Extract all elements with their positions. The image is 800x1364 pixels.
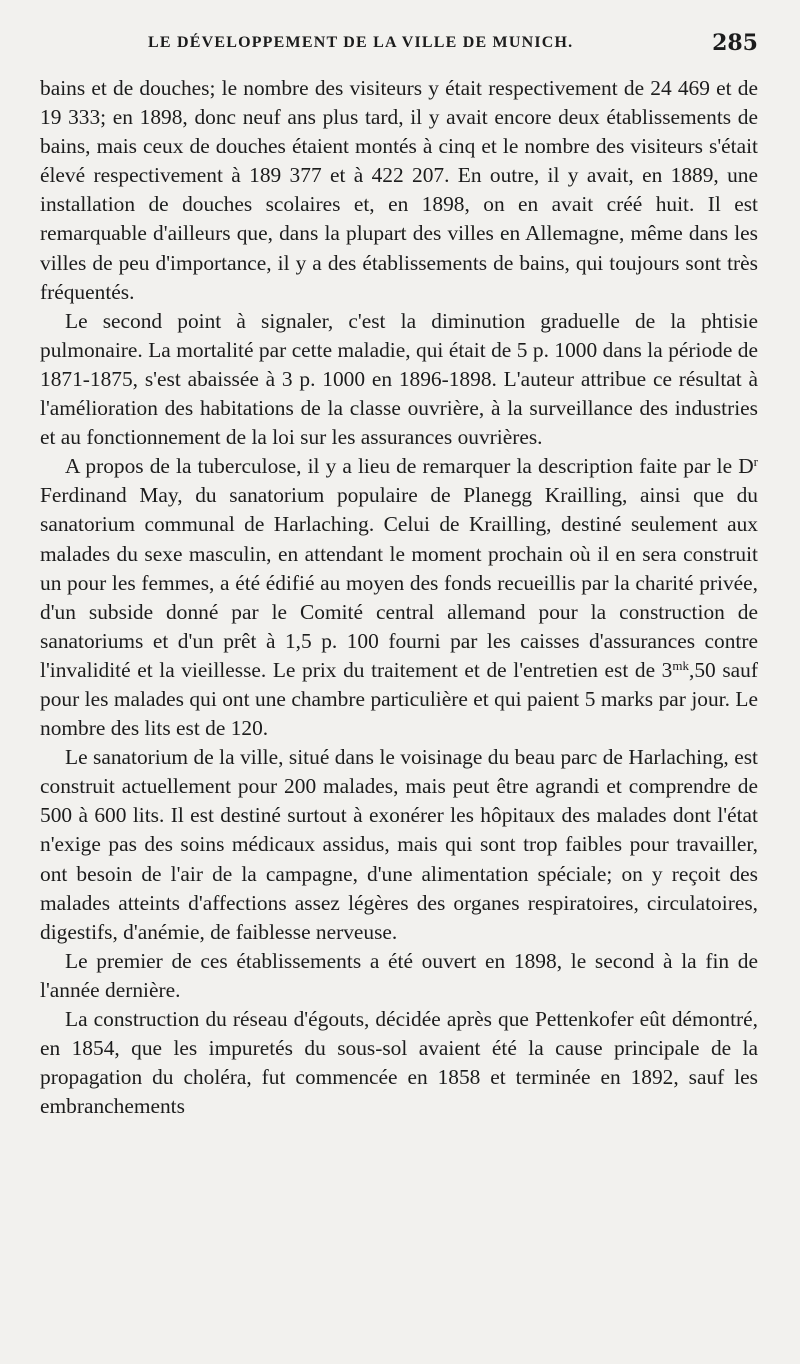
paragraph-sanatorium-ville: Le sanatorium de la ville, situé dans le voisinage du beau parc de Harlaching, est construit actuellement pour 200 malades, mais peut être agrandi et comprendre de 500 à 600 lits. Il est destiné surtout à exonérer les hôpitaux des malades dont l'état n'exige pas des soins médicaux assidus, mais qui sont trop faibles pour travailler, ont besoin de l'air de la campagne, d'une alimentation spéciale; on y reçoit des malades atteints d'affections assez légères des organes respiratoires, circulatoires, digestifs, d'anémie, de faiblesse nerveuse. — [40, 745, 758, 944]
paragraph-tuberculose — [40, 452, 758, 743]
superscript-marks: mk — [672, 657, 689, 673]
running-title: LE DÉVELOPPEMENT DE LA VILLE DE MUNICH. — [148, 34, 574, 51]
running-head — [40, 30, 758, 74]
paragraph-tuberculose-part-a: A propos de la tuberculose, il y a lieu de remarquer la description faite par le D — [65, 454, 754, 479]
superscript-docteur: r — [753, 454, 758, 470]
body-text — [40, 74, 758, 1121]
paragraph-continuation: bains et de douches; le nombre des visiteurs y était respectivement de 24 469 et de 19 333; en 1898, donc neuf ans plus tard, il y avait encore deux établissements de bains, mais ceux de douches étaient montés à cinq et le nombre des visiteurs s'était élevé respectivement à 189 377 et à 422 207. En outre, il y avait, en 1889, une installation de douches scolaires et, en 1898, on en avait créé huit. Il est remarquable d'ailleurs que, dans la plupart des villes en Allemagne, même dans les villes de peu d'importance, il y a des établissements de bains, qui toujours sont très fréquentés. — [40, 76, 758, 304]
paragraph-etablissements: Le premier de ces établissements a été ouvert en 1898, le second à la fin de l'année dernière. — [40, 948, 758, 1002]
paragraph-egouts: La construction du réseau d'égouts, décidée après que Pettenkofer eût démontré, en 1854, que les impuretés du sous-sol avaient été la cause principale de la propagation du choléra, fut commencée en 1858 et terminée en 1892, sauf les embranchements — [40, 1007, 758, 1119]
paragraph-tuberculose-part-c: ,50 sauf pour les malades qui ont une chambre particulière et qui paient 5 marks par jour. Le nombre des lits est de 120. — [40, 657, 758, 741]
paragraph-tuberculose-part-b: Ferdinand May, du sanatorium populaire de Planegg Krailling, ainsi que du sanatorium communal de Harlaching. Celui de Krailling, destiné seulement aux malades du sexe masculin, en attendant le moment prochain où il en sera construit un pour les femmes, a été édifié au moyen des fonds recueillis par la charité privée, d'un subside donné par le Comité central allemand pour la construction de sanatoriums et d'un prêt à 1,5 p. 100 fourni par les caisses d'assurances contre l'invalidité et la vieillesse. Le prix du traitement et de l'entretien est de 3 — [40, 483, 758, 682]
page-number: 285 — [712, 30, 758, 56]
paragraph-phtisie: Le second point à signaler, c'est la diminution graduelle de la phtisie pulmonaire. La mortalité par cette maladie, qui était de 5 p. 1000 dans la période de 1871-1875, s'est abaissée à 3 p. 1000 en 1896-1898. L'auteur attribue ce résultat à l'amélioration des habitations de la classe ouvrière, à la surveillance des industries et au fonctionnement de la loi sur les assurances ouvrières. — [40, 308, 758, 450]
